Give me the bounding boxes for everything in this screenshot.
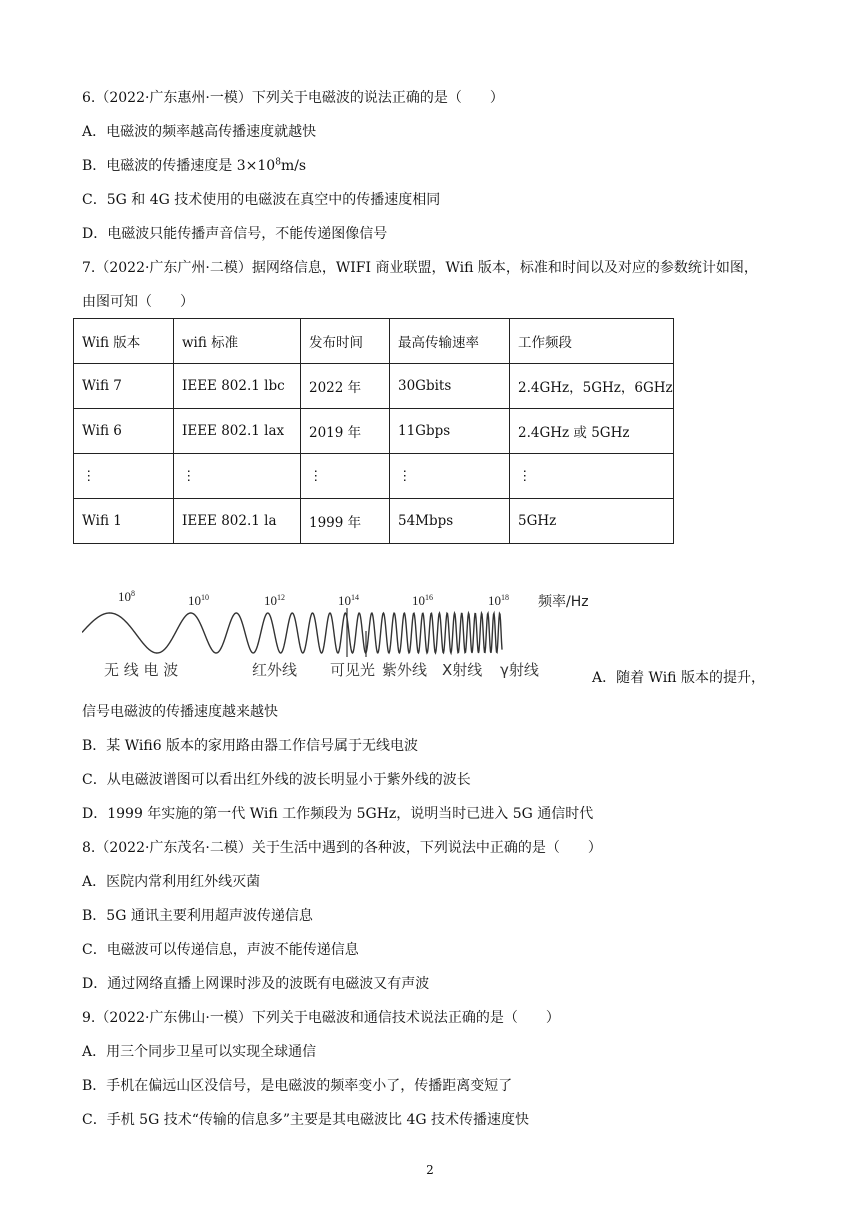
freq-label-16: $10^{16}$: [412, 593, 433, 608]
freq-label-14: $10^{14}$: [338, 593, 359, 608]
q6-stem: 6.（2022·广东惠州·一模）下列关于电磁波的说法正确的是（ ）: [82, 90, 504, 106]
q7-stem-line2: 由图可知（ ）: [82, 294, 194, 310]
freq-label-12: $10^{12}$: [264, 593, 285, 608]
q9-option-a: A．用三个同步卫星可以实现全球通信: [82, 1044, 317, 1060]
q9-option-b: B．手机在偏远山区没信号，是电磁波的频率变小了，传播距离变短了: [82, 1078, 513, 1094]
table-cell: Wifi 7: [74, 364, 174, 409]
freq-label-18: $10^{18}$: [488, 593, 509, 608]
table-cell: 11Gbps: [390, 409, 510, 454]
em-wave-curve: [82, 613, 502, 653]
q6-option-a: A．电磁波的频率越高传播速度就越快: [82, 124, 317, 140]
q8-option-d: D．通过网络直播上网课时涉及的波既有电磁波又有声波: [82, 976, 430, 992]
q6-option-b-exponent: 8: [275, 157, 281, 168]
q9-option-c: C．手机 5G 技术“传输的信息多”主要是其电磁波比 4G 技术传播速度快: [82, 1112, 530, 1128]
table-cell: ⋮: [510, 454, 674, 499]
table-cell: ⋮: [301, 454, 390, 499]
table-cell: 2.4GHz 或 5GHz: [510, 409, 674, 454]
table-cell: 1999 年: [301, 499, 390, 544]
table-header-row: [74, 319, 674, 364]
table-header-cell: 工作频段: [510, 319, 674, 364]
table-row: [74, 364, 674, 409]
table-cell: 2.4GHz，5GHz，6GHz: [510, 364, 674, 409]
table-cell: IEEE 802.1 la: [174, 499, 301, 544]
table-cell: 2019 年: [301, 409, 390, 454]
q8-stem: 8.（2022·广东茂名·二模）关于生活中遇到的各种波，下列说法中正确的是（ ）: [82, 840, 602, 856]
band-label-infrared: 红外线: [252, 661, 298, 679]
q6-option-d: D．电磁波只能传播声音信号，不能传递图像信号: [82, 226, 388, 242]
band-label-ultraviolet: 紫外线: [382, 661, 428, 679]
table-cell: IEEE 802.1 lbc: [174, 364, 301, 409]
table-header-cell: 最高传输速率: [390, 319, 510, 364]
table-row: [74, 409, 674, 454]
band-label-visible: 可见光: [330, 661, 376, 679]
q7-option-d: D．1999 年实施的第一代 Wifi 工作频段为 5GHz，说明当时已进入 5G 通信时代: [82, 806, 594, 822]
table-cell: Wifi 1: [74, 499, 174, 544]
q8-option-c: C．电磁波可以传递信息，声波不能传递信息: [82, 942, 359, 958]
table-cell: ⋮: [174, 454, 301, 499]
q8-option-b: B．5G 通讯主要利用超声波传递信息: [82, 908, 313, 924]
q7-option-a-part1: A．随着 Wifi 版本的提升，: [592, 670, 765, 686]
q6-option-b-unit: m/s: [280, 158, 307, 174]
q7-option-c: C．从电磁波谱图可以看出红外线的波长明显小于紫外线的波长: [82, 772, 471, 788]
page-number: 2: [426, 1163, 434, 1177]
q9-stem: 9.（2022·广东佛山·一模）下列关于电磁波和通信技术说法正确的是（ ）: [82, 1010, 560, 1026]
q7-option-b: B．某 Wifi6 版本的家用路由器工作信号属于无线电波: [82, 738, 419, 754]
q6-option-b: [82, 156, 306, 176]
q6-option-b-text: B．电磁波的传播速度是 3×10: [82, 158, 276, 174]
band-label-gamma: γ射线: [500, 661, 539, 679]
table-header-cell: Wifi 版本: [74, 319, 174, 364]
q7-stem-line1: 7.（2022·广东广州·二模）据网络信息，WIFI 商业联盟，Wifi 版本，标准和时间以及对应的参数统计如图，: [82, 260, 758, 276]
q7-option-a-part2: 信号电磁波的传播速度越来越快: [82, 704, 278, 720]
table-header-cell: 发布时间: [301, 319, 390, 364]
q8-option-a: A．医院内常利用红外线灭菌: [82, 874, 261, 890]
freq-label-8: $10^8$: [118, 589, 135, 604]
q6-option-c: C．5G 和 4G 技术使用的电磁波在真空中的传播速度相同: [82, 192, 441, 208]
em-spectrum-diagram: [82, 585, 602, 685]
table-cell: ⋮: [390, 454, 510, 499]
table-cell: 54Mbps: [390, 499, 510, 544]
freq-unit-label: 频率/Hz: [538, 594, 589, 610]
table-header-cell: wifi 标准: [174, 319, 301, 364]
table-cell: 2022 年: [301, 364, 390, 409]
table-cell: Wifi 6: [74, 409, 174, 454]
table-row: [74, 454, 674, 499]
band-label-radio: 无 线 电 波: [104, 661, 179, 679]
table-row: [74, 499, 674, 544]
em-spectrum-svg: [82, 585, 602, 685]
table-cell: IEEE 802.1 lax: [174, 409, 301, 454]
wifi-table: [73, 318, 674, 544]
band-label-xray: X射线: [442, 661, 483, 679]
table-cell: 5GHz: [510, 499, 674, 544]
table-cell: 30Gbits: [390, 364, 510, 409]
table-cell: ⋮: [74, 454, 174, 499]
freq-label-10: $10^{10}$: [188, 593, 209, 608]
